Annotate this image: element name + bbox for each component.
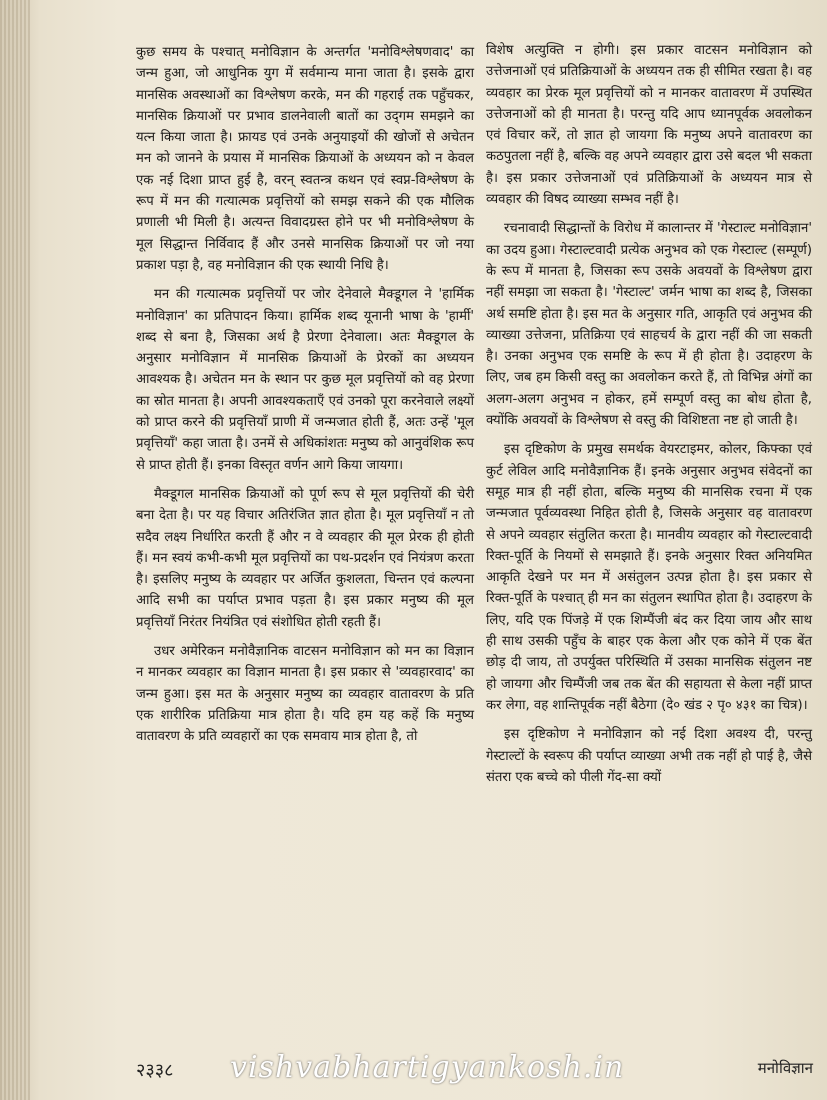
paragraph: इस दृष्टिकोण के प्रमुख समर्थक वेयरटाइमर, कोलर, किफ्का एवं कुर्ट लेविल आदि मनोवैज्ञानिक हैं। इनके अनुसार अनुभव संवेदनों का समूह मात्र ही नहीं होता, बल्कि मनुष्य की मानसिक रचना में एक जन्मजात पूर्वव्यवस्था निहित होती है, जिसके अनुसार वह वातावरण से अपने व्यवहार संतुलित करता है। मानवीय व्यवहार को गेस्टाल्टवादी रिक्त-पूर्ति के नियमों से समझाते हैं। इनके अनुसार रिक्त अनियमित आकृति देखने पर मन में असंतुलन उत्पन्न होता है। इस प्रकार से रिक्त-पूर्ति के पश्चात् ही मन का संतुलन स्थापित होता है। उदाहरण के लिए, यदि एक पिंजड़े में एक शिम्पैंजी बंद कर दिया जाय और साथ ही साथ उसकी पहुँच के बाहर एक केला और एक कोने में एक बेंत छोड़ दी जाय, तो उपर्युक्त परिस्थिति में उसका मानसिक संतुलन नष्ट हो जायगा और चिम्पैंजी जब तक बेंत की सहायता से केला नहीं प्राप्त कर लेगा, वह शान्तिपूर्वक नहीं बैठेगा (दे० खंड २ पृ० ४३१ का चित्र)। <box>486 442 812 713</box>
paragraph: रचनावादी सिद्धान्तों के विरोध में कालान्तर में 'गेस्टाल्ट मनोविज्ञान' का उदय हुआ। गेस्टाल्टवादी प्रत्येक अनुभव को एक गेस्टाल्ट (सम्पूर्ण) के रूप में मानता है, जिसका रूप उसके अवयवों के विश्लेषण द्वारा नहीं समझा जा सकता है। 'गेस्टाल्ट' जर्मन भाषा का शब्द है, जिसका अर्थ समष्टि होता है। इस मत के अनुसार गति, आकृति एवं अनुभव की व्याख्या उत्तेजना, प्रतिक्रिया एवं साहचर्य के द्वारा नहीं की जा सकती है। उनका अनुभव एक समष्टि के रूप में ही होता है। उदाहरण के लिए, जब हम किसी वस्तु का अवलोकन करते हैं, तो विभिन्न अंगों का अलग-अलग अनुभव न होकर, हमें सम्पूर्ण वस्तु का बोध होता है, क्योंकि अवयवों के विश्लेषण से वस्तु की विशिष्टता नष्ट हो जाती है। <box>486 221 812 429</box>
watermark: vishvabhartigyankosh.in <box>230 1050 625 1085</box>
left-column <box>136 42 474 756</box>
running-head: मनोविज्ञान <box>757 1059 813 1077</box>
paragraph: उधर अमेरिकन मनोवैज्ञानिक वाटसन मनोविज्ञान को मन का विज्ञान न मानकर व्यवहार का विज्ञान मानता है। इस प्रकार से 'व्यवहारवाद' का जन्म हुआ। इस मत के अनुसार मनुष्य का व्यवहार वातावरण के प्रति एक शारीरिक प्रतिक्रिया मात्र होता है। यदि हम यह कहें कि मनुष्य वातावरण के प्रति व्यवहारों का एक समवाय मात्र होता है, तो <box>136 644 474 745</box>
right-column <box>486 40 812 796</box>
paragraph: मन की गत्यात्मक प्रवृत्तियों पर जोर देनेवाले मैक्डूगल ने 'हार्मिक मनोविज्ञान' का प्रतिपादन किया। हार्मिक शब्द यूनानी भाषा के 'हार्मी' शब्द से बना है, जिसका अर्थ है प्रेरणा देनेवाला। अतः मैक्डूगल के अनुसार मनोविज्ञान में मानसिक क्रियाओं के प्रेरकों का अध्ययन आवश्यक है। अचेतन मन के स्थान पर कुछ मूल प्रवृत्तियों को वह प्रेरणा का स्रोत मानता है। अपनी आवश्यकताएँ एवं उनको पूरा करनेवाले लक्ष्यों को प्राप्त करने की प्रवृत्तियाँ प्राणी में जन्मजात होती हैं, अतः उन्हें 'मूल प्रवृत्तियाँ' कहा जाता है। उनमें से अधिकांशतः मनुष्य को आनुवंशिक रूप से प्राप्त होती हैं। इनका विस्तृत वर्णन आगे किया जायगा। <box>136 287 474 473</box>
paragraph: विशेष अत्युक्ति न होगी। इस प्रकार वाटसन मनोविज्ञान को उत्तेजनाओं एवं प्रतिक्रियाओं के अध्ययन तक ही सीमित रखता है। वह व्यवहार का प्रेरक मूल प्रवृत्तियों को न मानकर वातावरण में उपस्थित उत्तेजनाओं को ही मानता है। परन्तु यदि आप ध्यानपूर्वक अवलोकन एवं विचार करें, तो ज्ञात हो जायगा कि मनुष्य अपने वातावरण का कठपुतला नहीं है, बल्कि वह अपने व्यवहार द्वारा उसे बदल भी सकता है। इस प्रकार उत्तेजनाओं एवं प्रतिक्रियाओं के अध्ययन मात्र से व्यवहार की विषद व्याख्या सम्भव नहीं है। <box>486 43 812 208</box>
paragraph: कुछ समय के पश्चात् मनोविज्ञान के अन्तर्गत 'मनोविश्लेषणवाद' का जन्म हुआ, जो आधुनिक युग में सर्वमान्य माना जाता है। इसके द्वारा मानसिक अवस्थाओं का विश्लेषण करके, मन की गहराई तक पहुँचकर, मानसिक क्रियाओं पर प्रभाव डालनेवाली बातों का उद्‌गम समझने का यत्न किया जाता है। फ्रायड एवं उनके अनुयाइयों की खोजों से अचेतन मन को जानने के प्रयास में मानसिक क्रियाओं के अध्ययन को न केवल एक नई दिशा प्राप्त हुई है, वरन् स्वतन्त्र कथन एवं स्वप्न-विश्लेषण के रूप में मन की गत्यात्मक प्रवृत्तियों को समझ सकने की एक मौलिक प्रणाली भी मिली है। अत्यन्त विवादग्रस्त होने पर भी मनोविश्लेषण के मूल सिद्धान्त निर्विवाद हैं और उनसे मानसिक क्रियाओं पर जो नया प्रकाश पड़ा है, वह मनोविज्ञान की एक स्थायी निधि है। <box>136 45 474 273</box>
paragraph: इस दृष्टिकोण ने मनोविज्ञान को नई दिशा अवश्य दी, परन्तु गेस्टाल्टों के स्वरूप की पर्याप्त व्याख्या अभी तक नहीं हो पाई है, जैसे संतरा एक बच्चे को पीली गेंद-सा क्यों <box>486 727 812 785</box>
paragraph: मैक्डूगल मानसिक क्रियाओं को पूर्ण रूप से मूल प्रवृत्तियों की चेरी बना देता है। पर यह विचार अतिरंजित ज्ञात होता है। मूल प्रवृत्तियाँ न तो सदैव लक्ष्य निर्धारित करती हैं और न वे व्यवहार की मूल प्रेरक ही होती हैं। मन स्वयं कभी-कभी मूल प्रवृत्तियों का पथ-प्रदर्शन एवं नियंत्रण करता है। इसलिए मनुष्य के व्यवहार पर अर्जित कुशलता, चिन्तन एवं कल्पना आदि सभी का पर्याप्त प्रभाव पड़ता है। इस प्रकार मनुष्य की मूल प्रवृत्तियाँ निरंतर नियंत्रित एवं संशोधित होती रहती हैं। <box>136 486 474 630</box>
page-edge-stack <box>0 0 30 1100</box>
page-number: २३३८ <box>136 1060 174 1081</box>
